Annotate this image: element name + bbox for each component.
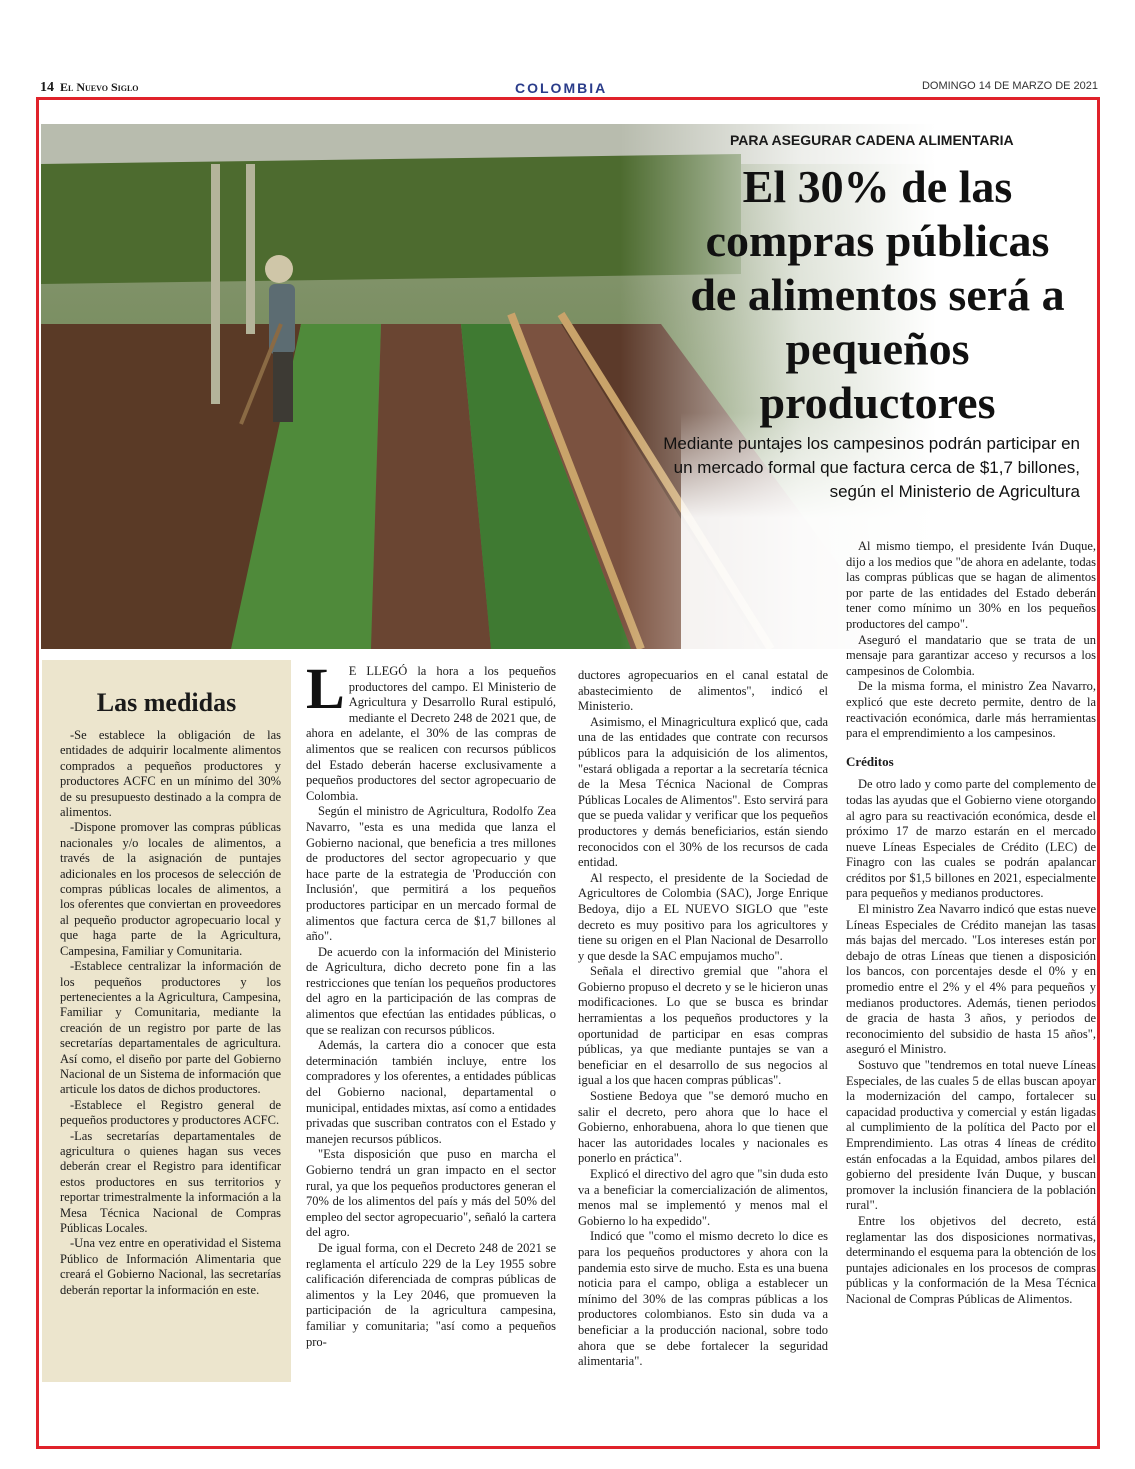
sidebar-item: -Establece el Registro general de pequeños productores y productores ACFC. [60, 1097, 281, 1128]
paragraph: Además, la cartera dio a conocer que esta determinación también incluye, entre los compradores y los oferentes, a entidades públicas del Gobierno nacional, departamental o municipal, entidades mixtas, así como a entidades privadas que suscriban contratos con el Estado y manejen recursos públicos. [306, 1038, 556, 1146]
article-headline: El 30% de las compras públicas de alimentos será a pequeños productores [690, 161, 1065, 428]
sidebar-item: -Se establece la obligación de las entidades de adquirir localmente alimentos comprados a pequeños productores y productores ACFC en un mínimo del 30% de su presupuesto destinado a la compra de alimentos. [60, 728, 281, 820]
sidebar-list [42, 728, 291, 1298]
paragraph: De la misma forma, el ministro Zea Navarro, explicó que este decreto permite, dentro de la reactivación económica, darle más herramientas para el emprendimiento a los campesinos. [846, 679, 1096, 741]
section-name: COLOMBIA [515, 80, 608, 96]
paragraph: Asimismo, el Minagricultura explicó que, cada una de las entidades que contrate con recursos públicos para la adquisición de los alimentos, "estará obligada a reportar a la secretaría técnica de la Mesa Técnica Nacional de Compras Públicas Locales de Alimentos". Esto servirá para que se pueda validar y verificar que los pequeños productores y demás beneficiarios, están siendo reconocidos con el 30% de los recursos de cada entidad. [578, 714, 828, 870]
publication-name: El Nuevo Siglo [60, 80, 139, 94]
sidebar-item: -Las secretarías departamentales de agricultura o quienes hagan sus veces deberán crear el Registro para identificar estos productores en sus territorios y reportar trimestralmente la información a la Mesa Técnica Nacional de Compras Públicas Locales. [60, 1128, 281, 1235]
paragraph: Indicó que "como el mismo decreto lo dice es para los pequeños productores y ahora con la pandemia esto sirve de mucho. Esta es una buena noticia para el campo, obliga a establecer un mínimo del 30% de las compras públicas a los productores colombianos. Esto sin duda va a beneficiar a la producción nacional, sobre todo ahora que se debe fortalecer la seguridad alimentaria". [578, 1229, 828, 1369]
paragraph: Aseguró el mandatario que se trata de un mensaje para garantizar acceso y recursos a los campesinos de Colombia. [846, 632, 1096, 678]
article-kicker: PARA ASEGURAR CADENA ALIMENTARIA [730, 132, 1014, 148]
paragraph: E LLEGÓ la hora a los pequeños productores del campo. El Ministerio de Agricultura y Desarrollo Rural estipuló, mediante el Decreto 248 de 2021 que, de ahora en adelante, el 30% de las compras de alimentos que se realicen con recursos públicos del Estado deberán hacerse exclusivamente a pequeños productores del sector agropecuario de Colombia. [306, 664, 556, 803]
sidebar-item: -Una vez entre en operatividad el Sistema Público de Información Alimentaria que creará el Gobierno Nacional, las secretarías deberán reportar la información en este. [60, 1236, 281, 1297]
page-header [40, 80, 1098, 96]
sidebar-item: -Establece centralizar la información de los pequeños productores y los pertenecientes a la Agricultura, Campesina, Familiar y Comunitaria, mediante la creación de un registro por parte de las secretarías departamentales de agricultura. Así como, el diseño por parte del Gobierno Nacional de un Sistema de información que articule los datos de dichos productores. [60, 959, 281, 1097]
paragraph: "Esta disposición que puso en marcha el Gobierno tendrá un gran impacto en el sector rural, ya que los pequeños productores generan el 70% de los alimentos del país y más del 50% del empleo del sector agropecuario", señaló la cartera del agro. [306, 1147, 556, 1240]
sidebar-box [42, 660, 291, 1382]
paragraph: Al respecto, el presidente de la Sociedad de Agricultores de Colombia (SAC), Jorge Enrique Bedoya, dijo a EL NUEVO SIGLO que "este decreto es muy positivo para los agricultores y tiene su origen en el Plan Nacional de Desarrollo y que desde la SAC empujamos mucho". [578, 870, 828, 963]
paragraph: Al mismo tiempo, el presidente Iván Duque, dijo a los medios que "de ahora en adelante, todas las compras públicas que se hagan de alimentos por parte de las entidades del Estado deberán tener como mínimo un 30% en los pequeños productores del campo". [846, 539, 1096, 631]
sidebar-item: -Dispone promover las compras públicas nacionales y/o locales de alimentos, a través de la asignación de puntajes adicionales en los procesos de selección de compras públicas locales de alimentos, a los oferentes que conviertan en proveedores al pequeño productor agropecuario local y que haga parte de la Agricultura, Campesina, Familiar y Comunitaria. [60, 820, 281, 958]
paragraph: Entre los objetivos del decreto, está reglamentar las dos disposiciones normativas, determinando el esquema para la obtención de los puntajes adicionales en los procesos de compras públicas y la conformación de la Mesa Técnica Nacional de Compras Públicas de Alimentos. [846, 1213, 1096, 1306]
article-subhead: Mediante puntajes los campesinos podrán participar en un mercado formal que factura cerca de $1,7 billones, según el Ministerio de Agricultura [663, 434, 1080, 501]
paragraph: Según el ministro de Agricultura, Rodolfo Zea Navarro, "esta es una medida que lanza el Gobierno nacional, que beneficia a tres millones de productores del sector agropecuario y que hace parte de la estrategia de 'Producción con Inclusión', que permitirá a los pequeños productores participar en un mercado formal de alimentos que factura cerca de $1,7 billones al año". [306, 804, 556, 944]
sidebar-title: Las medidas [96, 688, 237, 717]
article-column-2 [578, 668, 828, 1370]
page-number: 14 El Nuevo Siglo [40, 80, 139, 95]
paragraph: El ministro Zea Navarro indicó que estas nueve Líneas Especiales de Crédito manejan las tasas más bajas del mercado. "Los intereses están por debajo de otras Líneas que tienen a disposición los bancos, con porcentajes desde el 0% y en promedio entre el 2% y el 4% para pequeños y medianos productores. Además, tienen periodos de gracia de hasta 3 años, y periodos de reconocimiento del subsidio de hasta 15 años", aseguró el Ministro. [846, 902, 1096, 1057]
section-subhead: Créditos [846, 753, 894, 769]
issue-date: DOMINGO 14 DE MARZO DE 2021 [921, 80, 1098, 92]
paragraph: Sostiene Bedoya que "se demoró mucho en salir el decreto, pero ahora que lo hace el Gobierno, enhorabuena, ahora lo que tienen que hacer las autoridades locales y nacionales es ponerlo en práctica". [578, 1089, 828, 1166]
drop-cap: L [306, 656, 345, 721]
paragraph: Explicó el directivo del agro que "sin duda esto va a beneficiar la comercialización de alimentos, menos mal se implementó y menos mal el Gobierno lo ha expedido". [578, 1167, 828, 1228]
article-column-1 [306, 656, 556, 1350]
paragraph: De igual forma, con el Decreto 248 de 2021 se reglamenta el artículo 229 de la Ley 1955 sobre calificación diferenciada de compras públicas de alimentos y la Ley 2046, que promueven la participación de la agricultura campesina, familiar y comunitaria; "así como a pequeños pro- [306, 1240, 556, 1349]
paragraph: Sostuvo que "tendremos en total nueve Líneas Especiales, de las cuales 5 de ellas buscan apoyar la modernización del campo, fortalecer su capacidad productiva y comercial y están ligadas al cumplimiento de la política del Pacto por el Emprendimiento. Las otras 4 líneas de crédito están enfocadas a la Equidad, ambos pilares del gobierno del presidente Iván Duque, y buscan promover la inclusión financiera de la población rural". [846, 1058, 1096, 1213]
paragraph: Señala el directivo gremial que "ahora el Gobierno propuso el decreto y se le hicieron unas modificaciones. Lo que se busca es brindar herramientas a los pequeños productores y la oportunidad de participar en esas compras públicas, ya que mediante puntajes se van a beneficiar en el desarrollo de sus negocios al igual a los que hacen compras públicas". [578, 964, 828, 1088]
paragraph: De otro lado y como parte del complemento de todas las ayudas que el Gobierno viene otorgando al agro para su reactivación económica, desde el próximo 17 de marzo estarán en el mercado nueve Líneas Especiales de Crédito (LEC) de Finagro con las cuales se podrán apalancar créditos por $1,5 billones en 2021, especialmente para pequeños y medianos productores. [846, 777, 1096, 901]
article-column-3 [846, 539, 1096, 1308]
paragraph: ductores agropecuarios en el canal estatal de abastecimiento de alimentos", indicó el Ministerio. [578, 668, 828, 714]
paragraph: De acuerdo con la información del Ministerio de Agricultura, dicho decreto pone fin a las restricciones que tenían los pequeños productores del agro en la participación de las compras de alimentos que efectúan las entidades públicas, o que se realizan con recursos públicos. [306, 944, 556, 1037]
